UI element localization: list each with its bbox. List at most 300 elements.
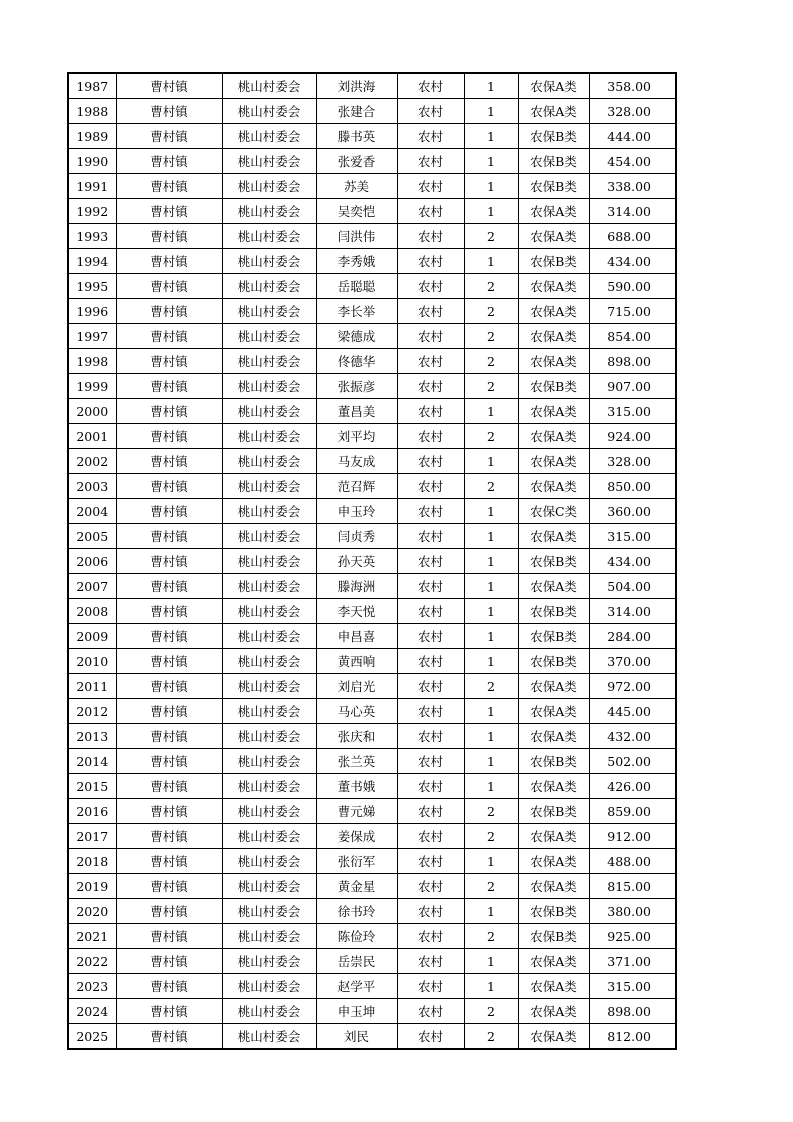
household-type-cell: 农村 <box>397 799 464 824</box>
township-cell: 曹村镇 <box>116 924 222 949</box>
village-committee-cell: 桃山村委会 <box>222 799 316 824</box>
serial-number-cell: 2022 <box>68 949 116 974</box>
serial-number-cell: 2016 <box>68 799 116 824</box>
serial-number-cell: 2002 <box>68 449 116 474</box>
serial-number-cell: 2011 <box>68 674 116 699</box>
table-row <box>68 249 676 274</box>
household-size-cell: 1 <box>464 524 518 549</box>
village-committee-cell: 桃山村委会 <box>222 899 316 924</box>
household-size-cell: 1 <box>464 974 518 999</box>
amount-cell: 924.00 <box>589 424 676 449</box>
household-type-cell: 农村 <box>397 199 464 224</box>
serial-number-cell: 2021 <box>68 924 116 949</box>
village-committee-cell: 桃山村委会 <box>222 574 316 599</box>
township-cell: 曹村镇 <box>116 574 222 599</box>
household-size-cell: 2 <box>464 424 518 449</box>
village-committee-cell: 桃山村委会 <box>222 224 316 249</box>
household-size-cell: 1 <box>464 399 518 424</box>
person-name-cell: 李长举 <box>316 299 397 324</box>
township-cell: 曹村镇 <box>116 399 222 424</box>
amount-cell: 445.00 <box>589 699 676 724</box>
amount-cell: 315.00 <box>589 974 676 999</box>
table-row <box>68 874 676 899</box>
insurance-category-cell: 农保B类 <box>518 899 589 924</box>
table-row <box>68 949 676 974</box>
person-name-cell: 岳崇民 <box>316 949 397 974</box>
insurance-category-cell: 农保A类 <box>518 349 589 374</box>
table-row <box>68 274 676 299</box>
insurance-category-cell: 农保A类 <box>518 824 589 849</box>
village-committee-cell: 桃山村委会 <box>222 449 316 474</box>
person-name-cell: 范召辉 <box>316 474 397 499</box>
household-size-cell: 2 <box>464 474 518 499</box>
amount-cell: 812.00 <box>589 1024 676 1050</box>
household-size-cell: 1 <box>464 649 518 674</box>
township-cell: 曹村镇 <box>116 649 222 674</box>
table-row <box>68 124 676 149</box>
household-type-cell: 农村 <box>397 974 464 999</box>
household-size-cell: 1 <box>464 899 518 924</box>
table-row <box>68 799 676 824</box>
serial-number-cell: 2018 <box>68 849 116 874</box>
insurance-category-cell: 农保A类 <box>518 224 589 249</box>
household-type-cell: 农村 <box>397 249 464 274</box>
amount-cell: 360.00 <box>589 499 676 524</box>
village-committee-cell: 桃山村委会 <box>222 1024 316 1050</box>
household-type-cell: 农村 <box>397 224 464 249</box>
person-name-cell: 董昌美 <box>316 399 397 424</box>
person-name-cell: 李秀娥 <box>316 249 397 274</box>
table-row <box>68 374 676 399</box>
amount-cell: 454.00 <box>589 149 676 174</box>
serial-number-cell: 2020 <box>68 899 116 924</box>
serial-number-cell: 1987 <box>68 73 116 99</box>
township-cell: 曹村镇 <box>116 374 222 399</box>
village-committee-cell: 桃山村委会 <box>222 949 316 974</box>
township-cell: 曹村镇 <box>116 724 222 749</box>
household-size-cell: 1 <box>464 724 518 749</box>
village-committee-cell: 桃山村委会 <box>222 249 316 274</box>
amount-cell: 426.00 <box>589 774 676 799</box>
township-cell: 曹村镇 <box>116 524 222 549</box>
insurance-category-cell: 农保A类 <box>518 199 589 224</box>
serial-number-cell: 1988 <box>68 99 116 124</box>
table-row <box>68 424 676 449</box>
insurance-category-cell: 农保A类 <box>518 949 589 974</box>
household-size-cell: 2 <box>464 374 518 399</box>
insurance-category-cell: 农保A类 <box>518 424 589 449</box>
table-row <box>68 599 676 624</box>
insurance-category-cell: 农保B类 <box>518 924 589 949</box>
household-type-cell: 农村 <box>397 924 464 949</box>
village-committee-cell: 桃山村委会 <box>222 649 316 674</box>
person-name-cell: 孙天英 <box>316 549 397 574</box>
township-cell: 曹村镇 <box>116 549 222 574</box>
serial-number-cell: 1992 <box>68 199 116 224</box>
serial-number-cell: 1998 <box>68 349 116 374</box>
amount-cell: 338.00 <box>589 174 676 199</box>
village-committee-cell: 桃山村委会 <box>222 924 316 949</box>
township-cell: 曹村镇 <box>116 699 222 724</box>
table-row <box>68 724 676 749</box>
table-row <box>68 149 676 174</box>
household-size-cell: 1 <box>464 499 518 524</box>
person-name-cell: 马友成 <box>316 449 397 474</box>
household-type-cell: 农村 <box>397 599 464 624</box>
amount-cell: 328.00 <box>589 99 676 124</box>
township-cell: 曹村镇 <box>116 974 222 999</box>
serial-number-cell: 2015 <box>68 774 116 799</box>
township-cell: 曹村镇 <box>116 599 222 624</box>
insurance-category-cell: 农保A类 <box>518 474 589 499</box>
amount-cell: 859.00 <box>589 799 676 824</box>
village-committee-cell: 桃山村委会 <box>222 174 316 199</box>
table-row <box>68 849 676 874</box>
serial-number-cell: 2009 <box>68 624 116 649</box>
village-committee-cell: 桃山村委会 <box>222 674 316 699</box>
insurance-category-cell: 农保B类 <box>518 624 589 649</box>
insurance-category-cell: 农保A类 <box>518 699 589 724</box>
serial-number-cell: 2004 <box>68 499 116 524</box>
table-row <box>68 974 676 999</box>
person-name-cell: 吴奕恺 <box>316 199 397 224</box>
household-size-cell: 2 <box>464 999 518 1024</box>
household-type-cell: 农村 <box>397 299 464 324</box>
insurance-category-cell: 农保B类 <box>518 799 589 824</box>
person-name-cell: 董书娥 <box>316 774 397 799</box>
serial-number-cell: 2005 <box>68 524 116 549</box>
household-type-cell: 农村 <box>397 674 464 699</box>
serial-number-cell: 2025 <box>68 1024 116 1050</box>
village-committee-cell: 桃山村委会 <box>222 974 316 999</box>
household-type-cell: 农村 <box>397 699 464 724</box>
insurance-category-cell: 农保A类 <box>518 324 589 349</box>
amount-cell: 380.00 <box>589 899 676 924</box>
person-name-cell: 曹元娣 <box>316 799 397 824</box>
household-size-cell: 1 <box>464 174 518 199</box>
insurance-category-cell: 农保B类 <box>518 374 589 399</box>
serial-number-cell: 1995 <box>68 274 116 299</box>
person-name-cell: 滕书英 <box>316 124 397 149</box>
township-cell: 曹村镇 <box>116 674 222 699</box>
household-size-cell: 1 <box>464 599 518 624</box>
township-cell: 曹村镇 <box>116 774 222 799</box>
serial-number-cell: 2008 <box>68 599 116 624</box>
village-committee-cell: 桃山村委会 <box>222 424 316 449</box>
serial-number-cell: 1994 <box>68 249 116 274</box>
amount-cell: 434.00 <box>589 249 676 274</box>
household-size-cell: 2 <box>464 274 518 299</box>
household-size-cell: 2 <box>464 824 518 849</box>
table-row <box>68 399 676 424</box>
household-size-cell: 1 <box>464 549 518 574</box>
insurance-category-cell: 农保A类 <box>518 299 589 324</box>
household-type-cell: 农村 <box>397 99 464 124</box>
village-committee-cell: 桃山村委会 <box>222 599 316 624</box>
table-row <box>68 99 676 124</box>
records-table <box>67 72 677 1050</box>
household-type-cell: 农村 <box>397 349 464 374</box>
amount-cell: 898.00 <box>589 999 676 1024</box>
township-cell: 曹村镇 <box>116 449 222 474</box>
person-name-cell: 张兰英 <box>316 749 397 774</box>
person-name-cell: 刘民 <box>316 1024 397 1050</box>
table-row <box>68 224 676 249</box>
serial-number-cell: 2006 <box>68 549 116 574</box>
person-name-cell: 闫洪伟 <box>316 224 397 249</box>
township-cell: 曹村镇 <box>116 249 222 274</box>
household-type-cell: 农村 <box>397 824 464 849</box>
amount-cell: 284.00 <box>589 624 676 649</box>
person-name-cell: 刘平均 <box>316 424 397 449</box>
amount-cell: 907.00 <box>589 374 676 399</box>
household-size-cell: 2 <box>464 924 518 949</box>
table-row <box>68 1024 676 1050</box>
household-size-cell: 1 <box>464 73 518 99</box>
amount-cell: 358.00 <box>589 73 676 99</box>
table-row <box>68 499 676 524</box>
amount-cell: 432.00 <box>589 724 676 749</box>
person-name-cell: 佟德华 <box>316 349 397 374</box>
household-type-cell: 农村 <box>397 274 464 299</box>
person-name-cell: 张建合 <box>316 99 397 124</box>
insurance-category-cell: 农保A类 <box>518 449 589 474</box>
insurance-category-cell: 农保A类 <box>518 399 589 424</box>
amount-cell: 444.00 <box>589 124 676 149</box>
village-committee-cell: 桃山村委会 <box>222 349 316 374</box>
village-committee-cell: 桃山村委会 <box>222 73 316 99</box>
amount-cell: 314.00 <box>589 599 676 624</box>
household-type-cell: 农村 <box>397 899 464 924</box>
person-name-cell: 张庆和 <box>316 724 397 749</box>
person-name-cell: 徐书玲 <box>316 899 397 924</box>
table-row <box>68 624 676 649</box>
village-committee-cell: 桃山村委会 <box>222 99 316 124</box>
serial-number-cell: 2010 <box>68 649 116 674</box>
household-type-cell: 农村 <box>397 374 464 399</box>
household-type-cell: 农村 <box>397 399 464 424</box>
township-cell: 曹村镇 <box>116 474 222 499</box>
township-cell: 曹村镇 <box>116 99 222 124</box>
insurance-category-cell: 农保A类 <box>518 849 589 874</box>
table-row <box>68 174 676 199</box>
township-cell: 曹村镇 <box>116 799 222 824</box>
household-size-cell: 1 <box>464 199 518 224</box>
household-size-cell: 2 <box>464 799 518 824</box>
village-committee-cell: 桃山村委会 <box>222 524 316 549</box>
amount-cell: 972.00 <box>589 674 676 699</box>
township-cell: 曹村镇 <box>116 624 222 649</box>
household-type-cell: 农村 <box>397 1024 464 1050</box>
amount-cell: 898.00 <box>589 349 676 374</box>
person-name-cell: 马心英 <box>316 699 397 724</box>
serial-number-cell: 1999 <box>68 374 116 399</box>
township-cell: 曹村镇 <box>116 224 222 249</box>
serial-number-cell: 2013 <box>68 724 116 749</box>
person-name-cell: 黄西响 <box>316 649 397 674</box>
person-name-cell: 张衍军 <box>316 849 397 874</box>
table-row <box>68 474 676 499</box>
village-committee-cell: 桃山村委会 <box>222 549 316 574</box>
amount-cell: 315.00 <box>589 524 676 549</box>
township-cell: 曹村镇 <box>116 949 222 974</box>
table-row <box>68 199 676 224</box>
table-row <box>68 899 676 924</box>
records-body <box>68 73 676 1049</box>
person-name-cell: 刘启光 <box>316 674 397 699</box>
person-name-cell: 滕海洲 <box>316 574 397 599</box>
table-row <box>68 924 676 949</box>
person-name-cell: 黄金星 <box>316 874 397 899</box>
amount-cell: 590.00 <box>589 274 676 299</box>
township-cell: 曹村镇 <box>116 1024 222 1050</box>
serial-number-cell: 2019 <box>68 874 116 899</box>
village-committee-cell: 桃山村委会 <box>222 299 316 324</box>
village-committee-cell: 桃山村委会 <box>222 774 316 799</box>
household-size-cell: 1 <box>464 574 518 599</box>
table-row <box>68 774 676 799</box>
insurance-category-cell: 农保A类 <box>518 99 589 124</box>
village-committee-cell: 桃山村委会 <box>222 499 316 524</box>
insurance-category-cell: 农保C类 <box>518 499 589 524</box>
person-name-cell: 申玉坤 <box>316 999 397 1024</box>
insurance-category-cell: 农保A类 <box>518 574 589 599</box>
township-cell: 曹村镇 <box>116 999 222 1024</box>
amount-cell: 488.00 <box>589 849 676 874</box>
person-name-cell: 申玉玲 <box>316 499 397 524</box>
household-size-cell: 2 <box>464 874 518 899</box>
village-committee-cell: 桃山村委会 <box>222 624 316 649</box>
serial-number-cell: 2023 <box>68 974 116 999</box>
insurance-category-cell: 农保B类 <box>518 249 589 274</box>
amount-cell: 912.00 <box>589 824 676 849</box>
village-committee-cell: 桃山村委会 <box>222 324 316 349</box>
township-cell: 曹村镇 <box>116 124 222 149</box>
village-committee-cell: 桃山村委会 <box>222 149 316 174</box>
township-cell: 曹村镇 <box>116 849 222 874</box>
person-name-cell: 闫贞秀 <box>316 524 397 549</box>
household-size-cell: 1 <box>464 249 518 274</box>
household-type-cell: 农村 <box>397 574 464 599</box>
amount-cell: 854.00 <box>589 324 676 349</box>
township-cell: 曹村镇 <box>116 874 222 899</box>
insurance-category-cell: 农保A类 <box>518 73 589 99</box>
household-type-cell: 农村 <box>397 724 464 749</box>
serial-number-cell: 2000 <box>68 399 116 424</box>
village-committee-cell: 桃山村委会 <box>222 724 316 749</box>
amount-cell: 715.00 <box>589 299 676 324</box>
household-size-cell: 1 <box>464 124 518 149</box>
serial-number-cell: 1991 <box>68 174 116 199</box>
serial-number-cell: 2001 <box>68 424 116 449</box>
household-size-cell: 1 <box>464 849 518 874</box>
amount-cell: 688.00 <box>589 224 676 249</box>
insurance-category-cell: 农保A类 <box>518 524 589 549</box>
insurance-category-cell: 农保A类 <box>518 974 589 999</box>
household-size-cell: 2 <box>464 1024 518 1050</box>
household-type-cell: 农村 <box>397 774 464 799</box>
village-committee-cell: 桃山村委会 <box>222 824 316 849</box>
household-size-cell: 1 <box>464 749 518 774</box>
household-type-cell: 农村 <box>397 549 464 574</box>
township-cell: 曹村镇 <box>116 899 222 924</box>
insurance-category-cell: 农保B类 <box>518 149 589 174</box>
township-cell: 曹村镇 <box>116 274 222 299</box>
table-row <box>68 674 676 699</box>
household-size-cell: 2 <box>464 299 518 324</box>
insurance-category-cell: 农保A类 <box>518 724 589 749</box>
village-committee-cell: 桃山村委会 <box>222 849 316 874</box>
household-type-cell: 农村 <box>397 124 464 149</box>
amount-cell: 315.00 <box>589 399 676 424</box>
serial-number-cell: 1996 <box>68 299 116 324</box>
insurance-category-cell: 农保A类 <box>518 999 589 1024</box>
person-name-cell: 赵学平 <box>316 974 397 999</box>
household-type-cell: 农村 <box>397 949 464 974</box>
table-row <box>68 699 676 724</box>
table-row <box>68 824 676 849</box>
insurance-category-cell: 农保B类 <box>518 124 589 149</box>
household-type-cell: 农村 <box>397 149 464 174</box>
township-cell: 曹村镇 <box>116 73 222 99</box>
township-cell: 曹村镇 <box>116 199 222 224</box>
serial-number-cell: 1993 <box>68 224 116 249</box>
household-type-cell: 农村 <box>397 624 464 649</box>
person-name-cell: 张爱香 <box>316 149 397 174</box>
table-row <box>68 73 676 99</box>
insurance-category-cell: 农保B类 <box>518 749 589 774</box>
serial-number-cell: 2007 <box>68 574 116 599</box>
household-type-cell: 农村 <box>397 649 464 674</box>
household-size-cell: 2 <box>464 349 518 374</box>
household-type-cell: 农村 <box>397 174 464 199</box>
township-cell: 曹村镇 <box>116 174 222 199</box>
insurance-category-cell: 农保A类 <box>518 274 589 299</box>
village-committee-cell: 桃山村委会 <box>222 474 316 499</box>
household-size-cell: 2 <box>464 674 518 699</box>
serial-number-cell: 2012 <box>68 699 116 724</box>
person-name-cell: 刘洪海 <box>316 73 397 99</box>
serial-number-cell: 2024 <box>68 999 116 1024</box>
village-committee-cell: 桃山村委会 <box>222 874 316 899</box>
table-row <box>68 524 676 549</box>
household-type-cell: 农村 <box>397 524 464 549</box>
table-row <box>68 999 676 1024</box>
township-cell: 曹村镇 <box>116 499 222 524</box>
household-size-cell: 1 <box>464 774 518 799</box>
township-cell: 曹村镇 <box>116 299 222 324</box>
household-type-cell: 农村 <box>397 474 464 499</box>
insurance-category-cell: 农保A类 <box>518 674 589 699</box>
table-row <box>68 574 676 599</box>
amount-cell: 504.00 <box>589 574 676 599</box>
insurance-category-cell: 农保B类 <box>518 549 589 574</box>
table-row <box>68 749 676 774</box>
amount-cell: 371.00 <box>589 949 676 974</box>
amount-cell: 314.00 <box>589 199 676 224</box>
township-cell: 曹村镇 <box>116 824 222 849</box>
household-type-cell: 农村 <box>397 874 464 899</box>
township-cell: 曹村镇 <box>116 324 222 349</box>
household-size-cell: 1 <box>464 699 518 724</box>
village-committee-cell: 桃山村委会 <box>222 999 316 1024</box>
person-name-cell: 姜保成 <box>316 824 397 849</box>
household-type-cell: 农村 <box>397 499 464 524</box>
township-cell: 曹村镇 <box>116 749 222 774</box>
insurance-category-cell: 农保A类 <box>518 774 589 799</box>
person-name-cell: 陈俭玲 <box>316 924 397 949</box>
amount-cell: 328.00 <box>589 449 676 474</box>
